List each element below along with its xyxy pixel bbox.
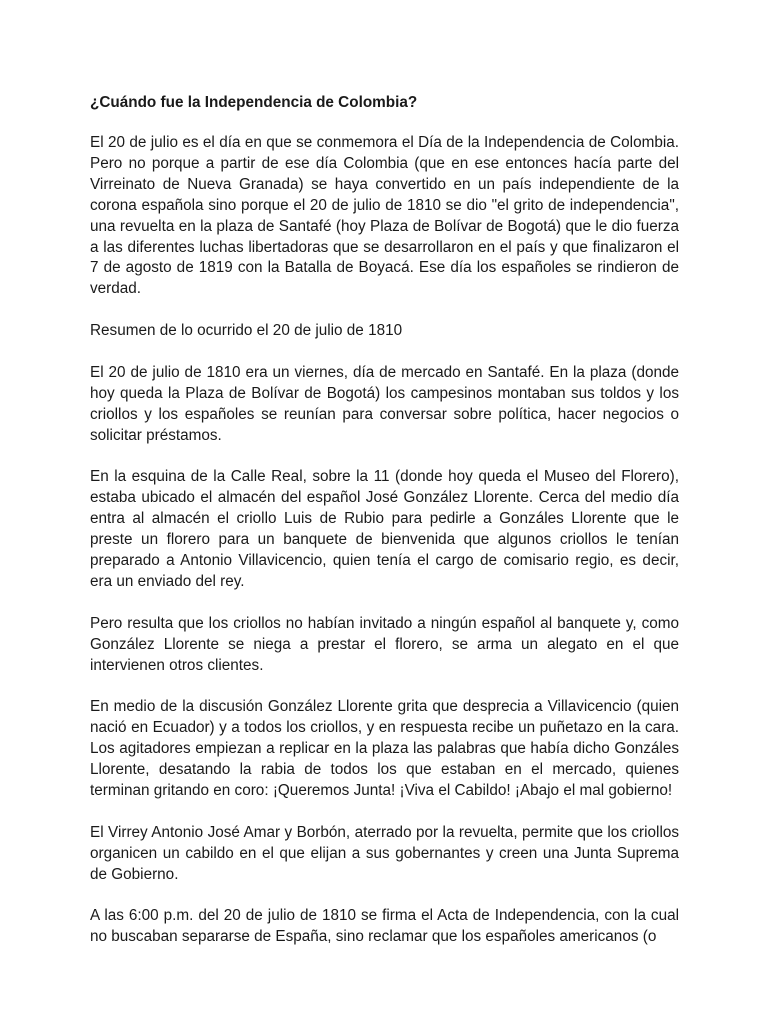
paragraph-intro: El 20 de julio es el día en que se conmemora el Día de la Independencia de Colombia. Pero no porque a partir de ese día Colombia (que en ese entonces hacía parte del Virreinato de Nueva Granada) se haya convertido en un país independiente de la corona española sino porque el 20 de julio de 1810 se dio "el grito de independencia", una revuelta en la plaza de Santafé (hoy Plaza de Bolívar de Bogotá) que le dio fuerza a las diferentes luchas libertadoras que se desarrollaron en el país y que finalizaron el 7 de agosto de 1819 con la Batalla de Boyacá. Ese día los españoles se rindieron de verdad. — [90, 134, 679, 298]
paragraph-banquet: Pero resulta que los criollos no habían invitado a ningún español al banquete y, como González Llorente se niega a prestar el florero, se arma un alegato en el que intervienen otros clientes. — [90, 614, 679, 674]
paragraph-store: En la esquina de la Calle Real, sobre la 11 (donde hoy queda el Museo del Florero), estaba ubicado el almacén del español José González Llorente. Cerca del medio día entra al almacén el criollo Luis de Rubio para pedirle a Gonzáles Llorente que le preste un florero para un banquete de bienvenida que algunos criollos le tenían preparado a Antonio Villavicencio, quien tenía el cargo de comisario regio, es decir, era un enviado del rey. — [90, 468, 679, 590]
document-page — [90, 92, 679, 969]
paragraph-act: A las 6:00 p.m. del 20 de julio de 1810 se firma el Acta de Independencia, con la cual no buscaban separarse de España, sino reclamar que los españoles americanos (o — [90, 907, 679, 946]
paragraph-market-day: El 20 de julio de 1810 era un viernes, día de mercado en Santafé. En la plaza (donde hoy queda la Plaza de Bolívar de Bogotá) los campesinos montaban sus toldos y los criollos y los españoles se reunían para conversar sobre política, hacer negocios o solicitar préstamos. — [90, 363, 679, 444]
document-title: ¿Cuándo fue la Independencia de Colombia? — [90, 94, 418, 111]
paragraph-discussion: En medio de la discusión González Llorente grita que desprecia a Villavicencio (quien nació en Ecuador) y a todos los criollos, y en respuesta recibe un puñetazo en la cara. Los agitadores empiezan a replicar en la plaza las palabras que había dicho Gonzáles Llorente, desatando la rabia de todos los que estaban en el mercado, quienes terminan gritando en coro: ¡Queremos Junta! ¡Viva el Cabildo! ¡Abajo el mal gobierno! — [90, 698, 679, 800]
section-heading-summary: Resumen de lo ocurrido el 20 de julio de 1810 — [90, 322, 403, 340]
paragraph-viceroy: El Virrey Antonio José Amar y Borbón, aterrado por la revuelta, permite que los criollos organicen un cabildo en el que elijan a sus gobernantes y creen una Junta Suprema de Gobierno. — [90, 823, 679, 883]
